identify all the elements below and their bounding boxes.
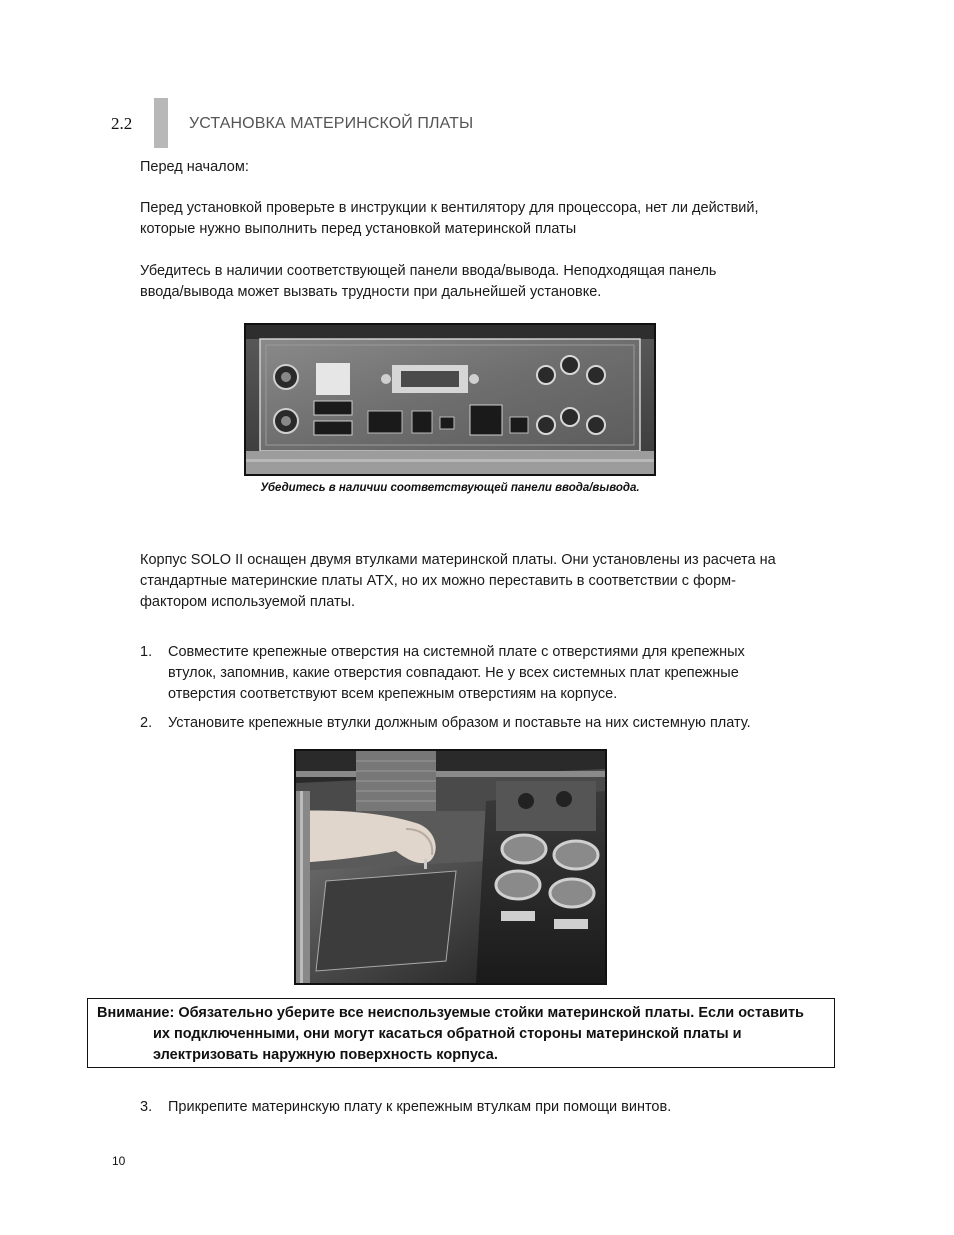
case-interior-photo [294,749,607,985]
paragraph-line: Убедитесь в наличии соответствующей панели ввода/вывода. Неподходящая панель [140,263,717,279]
section-header-bar [154,98,168,148]
step-text [168,1097,671,1118]
warning-line: электризовать наружную поверхность корпуса. [153,1047,498,1063]
io-shield-illustration [246,325,654,474]
step-line: Прикрепите материнскую плату к крепежным втулкам при помощи винтов. [168,1099,672,1115]
io-shield-photo [244,323,656,476]
paragraph-io-panel [140,261,716,303]
paragraph-line: Корпус SOLO II оснащен двумя втулками материнской платы. Они установлены из расчета на [140,552,776,568]
page-number: 10 [112,1154,126,1168]
paragraph-line: стандартные материнские платы ATX, но их можно переставить в соответствии с форм- [140,573,736,589]
warning-line: их подключенными, они могут касаться обратной стороны материнской платы и [153,1026,742,1042]
paragraph-fan-check [140,198,759,240]
step-line: Совместите крепежные отверстия на системной плате с отверстиями для крепежных [168,644,745,660]
section-number: 2.2 [111,114,133,133]
case-interior-illustration [296,751,605,983]
paragraph-standoffs [140,550,776,613]
step-number: 2. [140,715,153,731]
paragraph-line: ввода/вывода может вызвать трудности при дальнейшей установке. [140,284,602,300]
warning-box [87,998,835,1068]
section-title: УСТАНОВКА МАТЕРИНСКОЙ ПЛАТЫ [189,115,474,132]
paragraph-line: которые нужно выполнить перед установкой материнской платы [140,221,577,237]
step-text [168,713,751,734]
step-number: 1. [140,644,153,660]
step-number: 3. [140,1099,153,1115]
step-line: втулок, запомнив, какие отверстия совпадают. Не у всех системных плат крепежные [168,665,739,681]
paragraph-line: Перед установкой проверьте в инструкции к вентилятору для процессора, нет ли действий, [140,200,759,216]
step-text [168,642,745,705]
paragraph-line: фактором используемой платы. [140,594,356,610]
figure-caption: Убедитесь в наличии соответствующей панели ввода/вывода. [260,482,640,494]
step-line: Установите крепежные втулки должным образом и поставьте на них системную плату. [168,715,751,731]
step-line: отверстия соответствуют всем крепежным отверстиям на корпусе. [168,686,618,702]
before-label: Перед началом: [140,159,249,175]
warning-line: Внимание: Обязательно уберите все неиспользуемые стойки материнской платы. Если оставить [97,1005,804,1021]
